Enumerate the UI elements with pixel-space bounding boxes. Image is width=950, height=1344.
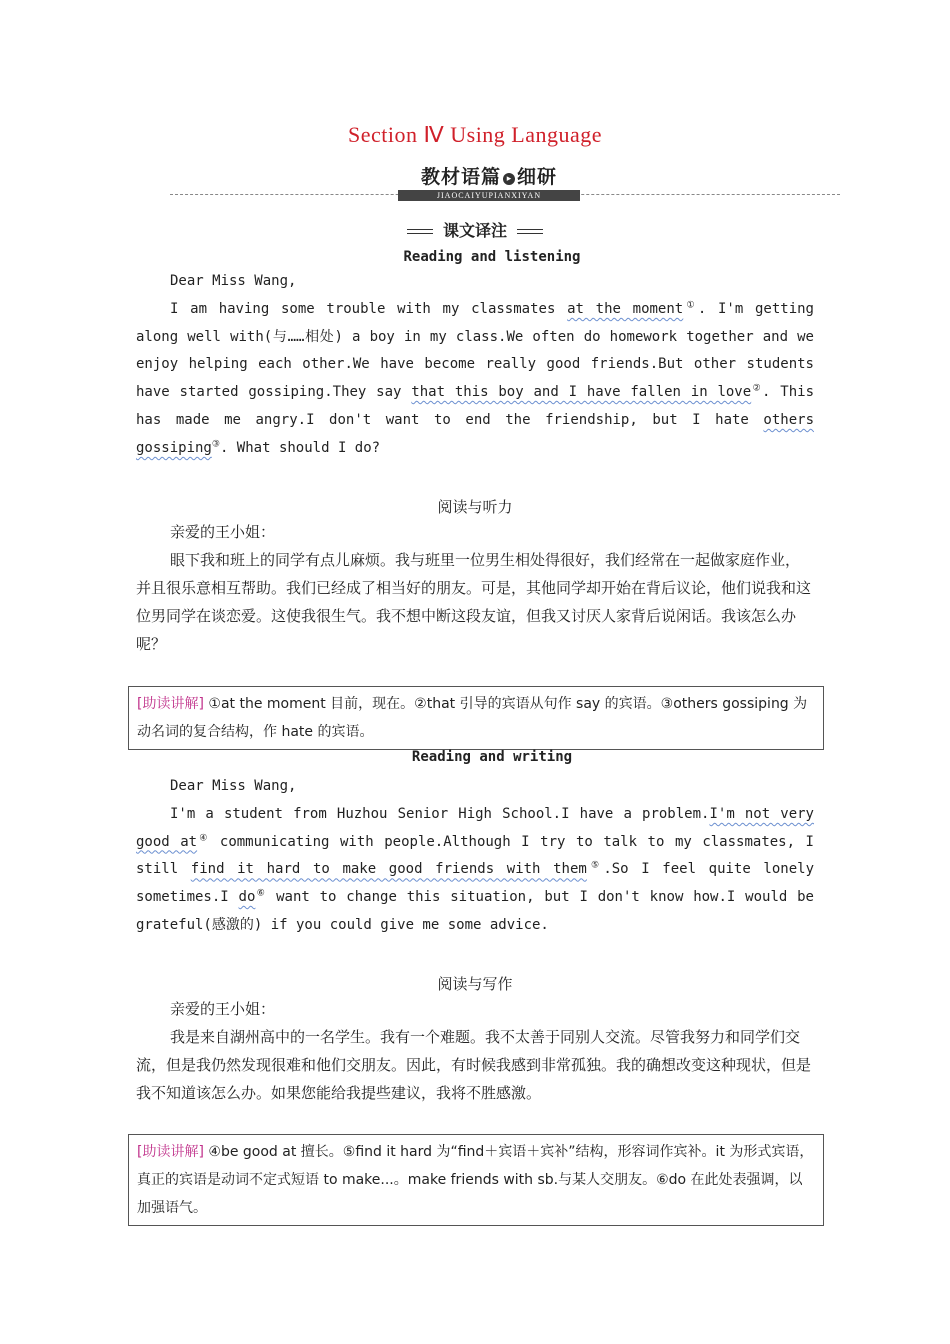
annotated-phrase: at the moment [567,300,684,317]
note-marker: ③ [211,439,220,450]
text-run: . What should I do? [219,439,381,456]
part2-salutation-cn: 亲爱的王小姐： [170,1000,276,1018]
text-run: communicating with people.Although I try to talk to my classmates, I still [136,833,814,878]
part2-note-box [128,1134,824,1226]
annotated-phrase: find it hard to make good friends with them [190,861,587,878]
text-run: . I'm getting along well with(与……相处) a boy in my class.We often do homework together and we enjoy helping each other.We have become really good friends.But other students have started gossiping.They say [136,300,814,401]
note-text: ④be good at 擅长。⑤find it hard 为“find＋宾语＋宾补”结构，形容词作宾补。it 为形式宾语，真正的宾语是动词不定式短语 to make...。make friends with sb.与某人交朋友。⑥do 在此处表强调，以加强语气。 [137,1144,814,1216]
part2-letter-cn [136,995,814,1107]
part2-heading-cn: 阅读与写作 [437,975,513,993]
part1-salutation-cn: 亲爱的王小姐： [170,523,276,541]
part2-paragraph-cn: 我是来自湖州高中的一名学生。我有一个难题。我不太善于同别人交流。尽管我努力和同学们交流，但是我仍然发现很难和他们交朋友。因此，有时候我感到非常孤独。我的确想改变这种现状，但是我不知道该怎么办。如果您能给我提些建议，我将不胜感激。 [136,1028,812,1102]
note-marker: ② [751,383,763,394]
annotated-phrase: do [238,889,256,906]
text-run: . This has made me angry.I don't want to end the friendship, but I hate [136,384,814,428]
part2-heading-en: Reading and writing [411,749,573,765]
text-run: .So I feel quite lonely sometimes.I [136,861,814,906]
section-banner [170,160,840,206]
banner-main-right: 细研 [517,166,558,188]
part2-paragraph-en [136,801,814,940]
section-label-text: 课文译注 [435,218,515,241]
part2-letter-en [136,773,814,940]
note-text: ①at the moment 目前，现在。②that 引导的宾语从句作 say 的宾语。③others gossiping 为动名词的复合结构，作 hate 的宾语。 [137,696,808,740]
note-tag: [助读讲解] [137,1144,204,1160]
section-label [0,218,950,241]
annotated-phrase: I'm not very good at [136,805,814,850]
text-run: I am having some trouble with my classmates [170,300,568,317]
arrow-circle-icon: ▸ [503,173,515,185]
text-run: want to change this situation, but I don't know how.I would be grateful(感激的) if you could give me some advice. [136,889,814,933]
banner-main-left: 教材语篇 [420,166,501,188]
note-marker: ⑤ [586,860,604,871]
part2-salutation-en: Dear Miss Wang, [170,778,297,794]
part1-paragraph-en [136,296,814,463]
part1-salutation-en: Dear Miss Wang, [170,273,297,289]
part1-letter-cn [136,518,814,658]
text-run: I'm a student from Huzhou Senior High School.I have a problem. [170,805,710,822]
note-tag: [助读讲解] [137,696,204,712]
part1-heading-cn: 阅读与听力 [437,498,513,516]
part1-heading-en: Reading and listening [403,249,581,265]
page-title: Section Ⅳ Using Language [347,122,603,147]
annotated-phrase: others gossiping [136,411,814,456]
part1-paragraph-cn: 眼下我和班上的同学有点儿麻烦。我与班里一位男生相处得很好，我们经常在一起做家庭作业，并且很乐意相互帮助。我们已经成了相当好的朋友。可是，其他同学却开始在背后议论，他们说我和这位男同学在谈恋爱。这使我很生气。我不想中断这段友谊，但我又讨厌人家背后说闲话。我该怎么办呢？ [136,551,812,653]
note-marker: ① [683,300,698,311]
banner-center [398,162,580,201]
part1-note-box [128,686,824,750]
note-marker: ④ [197,832,210,843]
annotated-phrase: that this boy and I have fallen in love [411,384,752,401]
banner-pinyin: JIAOCAIYUPIANXIYAN [398,190,580,201]
note-marker: ⑥ [255,888,267,899]
part1-letter-en [136,268,814,463]
